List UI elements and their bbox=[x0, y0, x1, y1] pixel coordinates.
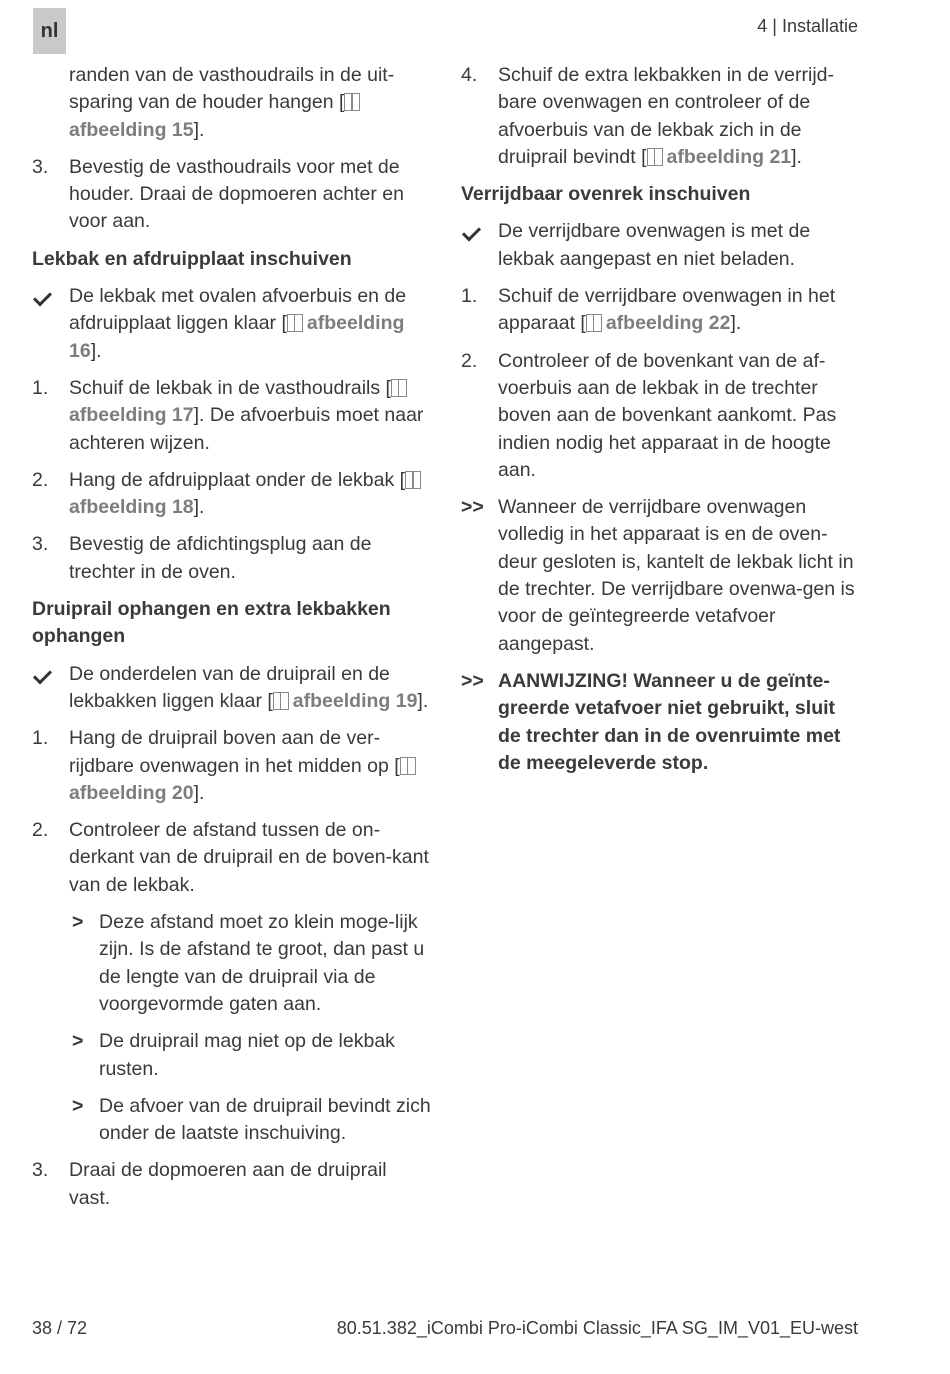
book-icon bbox=[287, 314, 303, 332]
step-number: 1. bbox=[32, 727, 49, 750]
figure-link[interactable] bbox=[647, 146, 792, 168]
result-item bbox=[461, 494, 861, 658]
left-column bbox=[32, 62, 432, 1222]
sub-item bbox=[32, 1028, 432, 1083]
step-text: Controleer of de bovenkant van de af-voerbuis aan de lekbak in de trechter boven aan de bovenkant aankomt. Pas indien nodig het apparaat in de hoogte aan. bbox=[498, 349, 837, 481]
step-number: 1. bbox=[461, 285, 478, 308]
step-text: Draai de dopmoeren aan de druiprail vast. bbox=[69, 1159, 387, 1209]
step-item bbox=[461, 348, 861, 484]
step-number: 2. bbox=[32, 819, 49, 842]
right-column bbox=[461, 62, 861, 787]
check-icon bbox=[32, 661, 51, 688]
figure-ref-text: afbeelding 16 bbox=[69, 312, 405, 362]
book-icon bbox=[344, 93, 360, 111]
check-icon bbox=[461, 218, 480, 245]
check-icon bbox=[32, 283, 51, 310]
precondition-text: De verrijdbare ovenwagen is met de lekbak aangepast en niet beladen. bbox=[498, 220, 811, 270]
note-item bbox=[461, 668, 861, 777]
step-text: Bevestig de afdichtingsplug aan de trechter in de oven. bbox=[69, 533, 372, 583]
precondition-text: De onderdelen van de druiprail en de lekbakken liggen klaar bbox=[69, 662, 390, 712]
figure-ref-text: afbeelding 21 bbox=[666, 145, 792, 168]
precondition-text: De lekbak met ovalen afvoerbuis en de afdruipplaat liggen klaar bbox=[69, 285, 407, 335]
book-icon bbox=[586, 314, 602, 332]
step-item bbox=[32, 531, 432, 586]
book-icon bbox=[405, 471, 421, 489]
language-tab: nl bbox=[33, 8, 66, 54]
step-number: 3. bbox=[32, 1159, 49, 1182]
precondition-item bbox=[461, 218, 861, 273]
step-text: Hang de druiprail boven aan de ver-rijdbare ovenwagen in het midden op bbox=[69, 727, 389, 777]
step-item bbox=[32, 817, 432, 899]
step-number: 2. bbox=[461, 349, 478, 372]
book-icon bbox=[400, 757, 416, 775]
figure-ref-text: afbeelding 18 bbox=[69, 496, 194, 519]
figure-ref-text: afbeelding 19 bbox=[292, 689, 418, 712]
section-heading: Druiprail ophangen en extra lekbakken ophangen bbox=[32, 598, 391, 648]
figure-ref-text: afbeelding 17 bbox=[69, 404, 194, 427]
sub-text: De afvoer van de druiprail bevindt zich onder de laatste inschuiving. bbox=[99, 1094, 431, 1145]
step-item: 1. Schuif de verrijdbare ovenwagen in het apparaat [ afbeelding 22]. bbox=[461, 285, 836, 335]
precondition-item: De lekbak met ovalen afvoerbuis en de afdruipplaat liggen klaar [ afbeelding 16]. bbox=[32, 283, 432, 365]
page-number: 38 / 72 bbox=[32, 1318, 88, 1338]
sub-text: De druiprail mag niet op de lekbak rusten. bbox=[99, 1030, 395, 1080]
step-number: 4. bbox=[461, 64, 478, 86]
step-item bbox=[32, 154, 432, 236]
continued-step: randen van de vasthoudrails in de uit-sparing van de houder hangen [afbeelding 15]. bbox=[69, 64, 395, 141]
step-text: Schuif de verrijdbare ovenwagen in het apparaat bbox=[498, 285, 836, 335]
note-text: AANWIJZING! Wanneer u de geïnte-greerde vetafvoer niet gebruikt, sluit de trechter dan in de ovenruimte met de meegeleverde stop. bbox=[498, 669, 841, 774]
step-item: 1. Hang de druiprail boven aan de ver-rijdbare ovenwagen in het midden op [afbeelding 20]. bbox=[32, 725, 432, 807]
sub-text: Deze afstand moet zo klein moge-lijk zijn. Is de afstand te groot, dan past u de lengte van de druiprail via de voorgevormde gaten aan. bbox=[99, 911, 425, 1015]
figure-link[interactable] bbox=[273, 690, 418, 712]
figure-ref-text: afbeelding 22 bbox=[605, 312, 731, 335]
step-item: 4. Schuif de extra lekbakken in de verrijd-bare ovenwagen en controleer of de afvoerbuis van de lekbak zich in de druiprail bevindt [ afbeelding 21]. bbox=[461, 64, 835, 168]
step-text: Schuif de extra lekbakken in de verrijd-bare ovenwagen en controleer of de afvoerbuis van de lekbak zich in de druiprail bevindt bbox=[498, 64, 835, 168]
section-header: 4 | Installatie bbox=[757, 16, 858, 36]
arrow-marker: > bbox=[72, 1030, 84, 1053]
step-text-continued: . De afvoerbuis moet naar achteren wijzen. bbox=[69, 404, 424, 454]
figure-link[interactable] bbox=[586, 312, 731, 334]
step-text: randen van de vasthoudrails in de uit-sparing van de houder hangen bbox=[69, 64, 395, 114]
book-icon bbox=[647, 148, 663, 166]
book-icon bbox=[391, 379, 407, 397]
sub-item bbox=[32, 909, 432, 1018]
section-heading: Lekbak en afdruipplaat inschuiven bbox=[32, 247, 352, 270]
book-icon bbox=[273, 692, 289, 710]
figure-ref-text: afbeelding 15 bbox=[69, 118, 194, 141]
precondition-item: De onderdelen van de druiprail en de lekbakken liggen klaar [ afbeelding 19]. bbox=[32, 661, 432, 716]
step-text: Bevestig de vasthoudrails voor met de houder. Draai de dopmoeren achter en voor aan. bbox=[69, 155, 404, 233]
step-text: Hang de afdruipplaat onder de lekbak bbox=[69, 468, 395, 491]
step-item: 1. Schuif de lekbak in de vasthoudrails [afbeelding 17]. De afvoerbuis moet naar achteren wijzen. bbox=[32, 376, 424, 454]
result-text: Wanneer de verrijdbare ovenwagen volledig in het apparaat is en de oven-deur gesloten is, kantelt de lekbak licht in de trechter. De verrijdbare ovenwa-gen is voor de geïntegreerde vetafvoer aangepast. bbox=[498, 496, 855, 655]
note-marker: >> bbox=[461, 669, 484, 692]
document-id: 80.51.382_iCombi Pro-iCombi Classic_IFA SG_IM_V01_EU-west bbox=[336, 1318, 858, 1338]
step-text: Schuif de lekbak in de vasthoudrails bbox=[69, 376, 381, 399]
step-number: 1. bbox=[32, 376, 49, 399]
step-text: Controleer de afstand tussen de on-derkant van de druiprail en de boven-kant van de lekbak. bbox=[69, 819, 429, 896]
result-marker: >> bbox=[461, 496, 484, 519]
sub-item bbox=[32, 1093, 432, 1148]
step-item bbox=[32, 1157, 432, 1212]
section-heading: Verrijdbaar ovenrek inschuiven bbox=[461, 183, 751, 206]
step-item: 2. Hang de afdruipplaat onder de lekbak [afbeelding 18]. bbox=[32, 467, 432, 522]
figure-ref-text: afbeelding 20 bbox=[69, 781, 194, 804]
arrow-marker: > bbox=[72, 1094, 84, 1117]
arrow-marker: > bbox=[72, 911, 84, 934]
step-number: 3. bbox=[32, 533, 49, 556]
step-number: 2. bbox=[32, 468, 49, 491]
step-number: 3. bbox=[32, 155, 49, 178]
